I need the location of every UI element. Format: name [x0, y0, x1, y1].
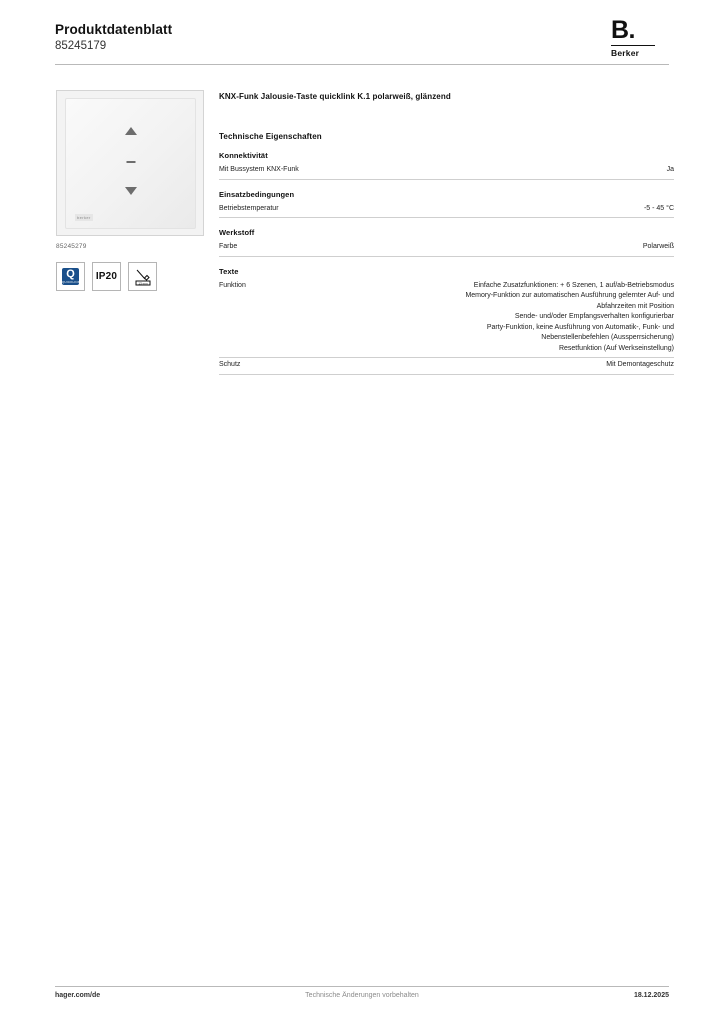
spec-table-operating-conditions — [219, 202, 674, 219]
group-title-operating-conditions: Einsatzbedingungen — [219, 189, 295, 199]
page-footer — [55, 992, 669, 1006]
spec-table-connectivity — [219, 163, 674, 180]
logo-mark: B. — [611, 16, 635, 44]
group-title-texts: Texte — [219, 266, 239, 276]
document-number: 85245179 — [55, 40, 107, 52]
page-title: Produktdatenblatt — [55, 22, 173, 37]
header-divider — [55, 64, 669, 65]
brand-logo — [611, 18, 669, 58]
hand-manual-icon — [133, 267, 153, 287]
spec-key: Schutz — [219, 358, 392, 375]
logo-wordmark: Berker — [611, 48, 640, 58]
logo-divider — [611, 45, 655, 46]
page-header — [55, 16, 669, 64]
spec-table-material — [219, 240, 674, 257]
spec-key: Funktion — [219, 279, 392, 358]
table-row — [219, 202, 674, 218]
product-image-caption: 85245279 — [56, 243, 87, 250]
section-title-technical: Technische Eigenschaften — [219, 132, 322, 141]
spec-value-line: Sende- und/oder Empfangsverhalten konfigurierbar — [514, 313, 674, 320]
rocker-switch-graphic — [65, 98, 196, 229]
spec-value-line: Nebenstellenbefehlen (Aussperrsicherung) — [541, 334, 674, 341]
svg-text:13 mm: 13 mm — [137, 280, 148, 285]
quality-badge — [56, 262, 85, 291]
table-row — [219, 163, 674, 179]
table-row — [219, 240, 674, 256]
arrow-down-icon — [125, 187, 137, 195]
product-image — [56, 90, 204, 236]
product-name: KNX-Funk Jalousie-Taste quicklink K.1 polarweiß, glänzend — [219, 92, 451, 101]
arrow-up-icon — [125, 127, 137, 135]
spec-key: Betriebstemperatur — [219, 202, 392, 218]
product-brand-tag: berker — [77, 215, 91, 220]
spec-value-line: Abfahrzeiten mit Position — [596, 302, 674, 310]
stop-dash-icon — [126, 161, 135, 163]
spec-value: Polarweiß — [392, 240, 674, 256]
spec-value-line: Memory-Funktion zur automatischen Ausführung gelernter Auf- und — [465, 292, 674, 299]
footer-divider — [55, 986, 669, 987]
spec-value: Ja — [392, 163, 674, 179]
ip-rating-badge — [92, 262, 121, 291]
footer-disclaimer: Technische Änderungen vorbehalten — [305, 992, 419, 999]
spec-key: Mit Bussystem KNX-Funk — [219, 163, 392, 179]
spec-value-line: Einfache Zusatzfunktionen: + 6 Szenen, 1 auf/ab-Betriebsmodus — [473, 281, 674, 289]
table-row — [219, 279, 674, 358]
certification-badges — [56, 262, 157, 291]
footer-date: 18.12.2025 — [633, 992, 669, 999]
specifications — [219, 92, 674, 375]
quality-badge-sublabel: QUICKLINK — [62, 279, 80, 284]
spec-value: Mit Demontageschutz — [392, 358, 674, 375]
spec-value-multiline — [392, 279, 674, 358]
quality-badge-letter: Q — [66, 268, 75, 280]
spec-value-line: Party-Funktion, keine Ausführung von Automatik-, Funk- und — [486, 323, 674, 331]
quality-badge-box — [62, 268, 79, 285]
spec-key: Farbe — [219, 240, 392, 256]
manual-badge — [128, 262, 157, 291]
ip-rating-label: IP20 — [95, 271, 118, 282]
spec-value: -5 - 45 °C — [392, 202, 674, 218]
group-title-material: Werkstoff — [219, 228, 255, 237]
footer-website-link[interactable]: hager.com/de — [55, 992, 101, 999]
spec-table-texts — [219, 279, 674, 375]
table-row — [219, 358, 674, 375]
spec-value-line: Resetfunktion (Auf Werkseinstellung) — [558, 344, 674, 352]
group-title-connectivity: Konnektivität — [219, 151, 268, 160]
